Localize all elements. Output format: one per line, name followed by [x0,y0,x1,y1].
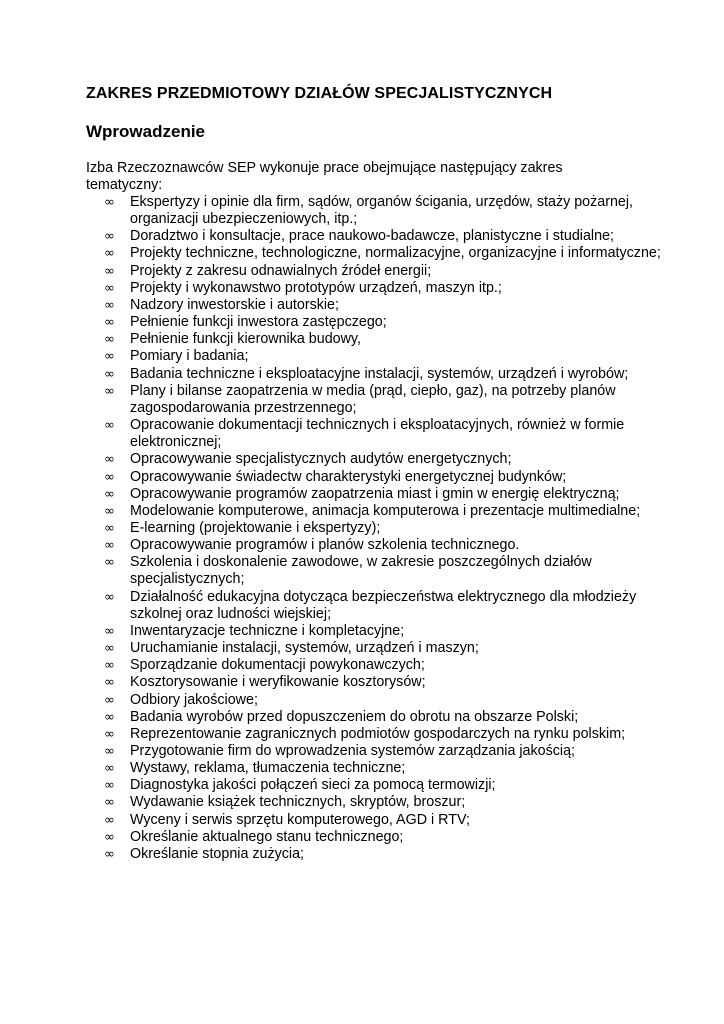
infinity-bullet-icon: ∞ [104,623,115,639]
infinity-bullet-icon: ∞ [104,418,115,434]
infinity-bullet-icon: ∞ [104,332,115,348]
list-item-text: E-learning (projektowanie i ekspertyzy); [130,519,381,536]
list-item [86,589,666,623]
list-item-text: Sporządzanie dokumentacji powykonawczych; [130,657,425,674]
infinity-bullet-icon: ∞ [104,555,115,571]
infinity-bullet-icon: ∞ [104,589,115,605]
infinity-bullet-icon: ∞ [104,829,115,845]
list-item-text: Plany i bilanse zaopatrzenia w media (prąd, ciepło, gaz), na potrzeby planów zagospodarowania przestrzennego; [130,382,616,416]
infinity-bullet-icon: ∞ [104,366,115,382]
list-item-text: Diagnostyka jakości połączeń sieci za pomocą termowizji; [130,777,496,794]
infinity-bullet-icon: ∞ [104,297,115,313]
infinity-bullet-icon: ∞ [104,726,115,742]
list-item-text: Projekty i wykonawstwo prototypów urządzeń, maszyn itp.; [130,279,502,296]
list-item [86,554,666,588]
infinity-bullet-icon: ∞ [104,538,115,554]
list-item [86,726,666,743]
list-item [86,451,666,468]
list-item [86,486,666,503]
infinity-bullet-icon: ∞ [104,692,115,708]
list-item-text: Opracowywanie programów i planów szkolenia technicznego. [130,537,520,554]
infinity-bullet-icon: ∞ [104,675,115,691]
scope-list [86,194,666,863]
list-item-text: Określanie stopnia zużycia; [130,845,305,862]
list-item-text: Wyceny i serwis sprzętu komputerowego, AGD i RTV; [130,811,470,828]
list-item [86,245,666,262]
infinity-bullet-icon: ∞ [104,744,115,759]
list-item-text: Szkolenia i doskonalenie zawodowe, w zakresie poszczególnych działów specjalistycznych; [130,554,592,588]
infinity-bullet-icon: ∞ [104,812,115,828]
infinity-bullet-icon: ∞ [104,778,115,794]
list-item [86,537,666,554]
list-item [86,829,666,846]
infinity-bullet-icon: ∞ [104,383,115,399]
list-item-text: Pomiary i badania; [130,348,249,365]
list-item-text: Nadzory inwestorskie i autorskie; [130,296,339,313]
infinity-bullet-icon: ∞ [104,349,115,365]
infinity-bullet-icon: ∞ [104,263,115,279]
infinity-bullet-icon: ∞ [104,195,115,210]
list-item [86,348,666,365]
list-item-text: Doradztwo i konsultacje, prace naukowo-badawcze, planistyczne i studialne; [130,228,614,245]
list-item [86,743,666,760]
list-item-text: Pełnienie funkcji inwestora zastępczego; [130,314,387,331]
document-page [86,84,666,863]
list-item-text: Inwentaryzacje techniczne i kompletacyjne; [130,622,405,639]
list-item-text: Przygotowanie firm do wprowadzenia systemów zarządzania jakością; [130,743,575,759]
list-item-text: Opracowywanie programów zaopatrzenia miast i gmin w energię elektryczną; [130,485,620,502]
infinity-bullet-icon: ∞ [104,503,115,519]
list-item [86,812,666,829]
list-item-text: Badania techniczne i eksploatacyjne instalacji, systemów, urządzeń i wyrobów; [130,365,629,382]
list-item-text: Odbiory jakościowe; [130,691,258,708]
list-item [86,263,666,280]
list-item-text: Określanie aktualnego stanu technicznego; [130,828,404,845]
infinity-bullet-icon: ∞ [104,761,115,777]
list-item [86,760,666,777]
list-item-text: Działalność edukacyjna dotycząca bezpieczeństwa elektrycznego dla młodzieży szkolnej oraz ludności wiejskiej; [130,588,637,622]
list-item [86,314,666,331]
list-item [86,777,666,794]
list-item [86,297,666,314]
infinity-bullet-icon: ∞ [104,280,115,296]
infinity-bullet-icon: ∞ [104,246,115,262]
infinity-bullet-icon: ∞ [104,795,115,811]
list-item-text: Badania wyrobów przed dopuszczeniem do obrotu na obszarze Polski; [130,708,579,725]
list-item [86,709,666,726]
list-item [86,794,666,811]
list-item [86,383,666,417]
infinity-bullet-icon: ∞ [104,486,115,502]
infinity-bullet-icon: ∞ [104,641,115,657]
list-item-text: Opracowywanie świadectw charakterystyki energetycznej budynków; [130,468,567,485]
list-item-text: Reprezentowanie zagranicznych podmiotów gospodarczych na rynku polskim; [130,725,626,742]
list-item [86,640,666,657]
list-item-text: Ekspertyzy i opinie dla firm, sądów, organów ścigania, urzędów, staży pożarnej, organizacji ubezpieczeniowych, itp.; [130,194,634,228]
list-item-text: Uruchamianie instalacji, systemów, urządzeń i maszyn; [130,640,479,657]
list-item [86,228,666,245]
list-item-text: Wystawy, reklama, tłumaczenia techniczne; [130,760,406,777]
infinity-bullet-icon: ∞ [104,658,115,674]
list-item-text: Wydawanie książek technicznych, skryptów, broszur; [130,794,466,811]
list-item [86,194,666,228]
infinity-bullet-icon: ∞ [104,846,115,862]
list-item [86,280,666,297]
infinity-bullet-icon: ∞ [104,452,115,468]
list-item-text: Kosztorysowanie i weryfikowanie kosztorysów; [130,674,426,691]
list-item-text: Projekty techniczne, technologiczne, normalizacyjne, organizacyjne i informatyczne; [130,245,661,262]
infinity-bullet-icon: ∞ [104,315,115,331]
document-title: ZAKRES PRZEDMIOTOWY DZIAŁÓW SPECJALISTYCZNYCH [86,85,553,102]
list-item [86,503,666,520]
list-item-text: Projekty z zakresu odnawialnych źródeł energii; [130,262,432,279]
list-item [86,520,666,537]
list-item [86,331,666,348]
infinity-bullet-icon: ∞ [104,229,115,245]
intro-paragraph: Izba Rzeczoznawców SEP wykonuje prace obejmujące następujący zakres tematyczny: [86,160,563,193]
list-item [86,366,666,383]
list-item-text: Modelowanie komputerowe, animacja komputerowa i prezentacje multimedialne; [130,502,641,519]
list-item [86,657,666,674]
list-item [86,623,666,640]
infinity-bullet-icon: ∞ [104,520,115,536]
list-item [86,674,666,691]
infinity-bullet-icon: ∞ [104,469,115,485]
list-item-text: Opracowanie dokumentacji technicznych i eksploatacyjnych, również w formie elektronicznej; [130,417,625,451]
list-item [86,417,666,451]
list-item-text: Opracowywanie specjalistycznych audytów energetycznych; [130,451,512,468]
list-item-text: Pełnienie funkcji kierownika budowy, [130,331,361,348]
infinity-bullet-icon: ∞ [104,709,115,725]
list-item [86,469,666,486]
section-heading: Wprowadzenie [86,122,206,141]
list-item [86,692,666,709]
list-item [86,846,666,863]
